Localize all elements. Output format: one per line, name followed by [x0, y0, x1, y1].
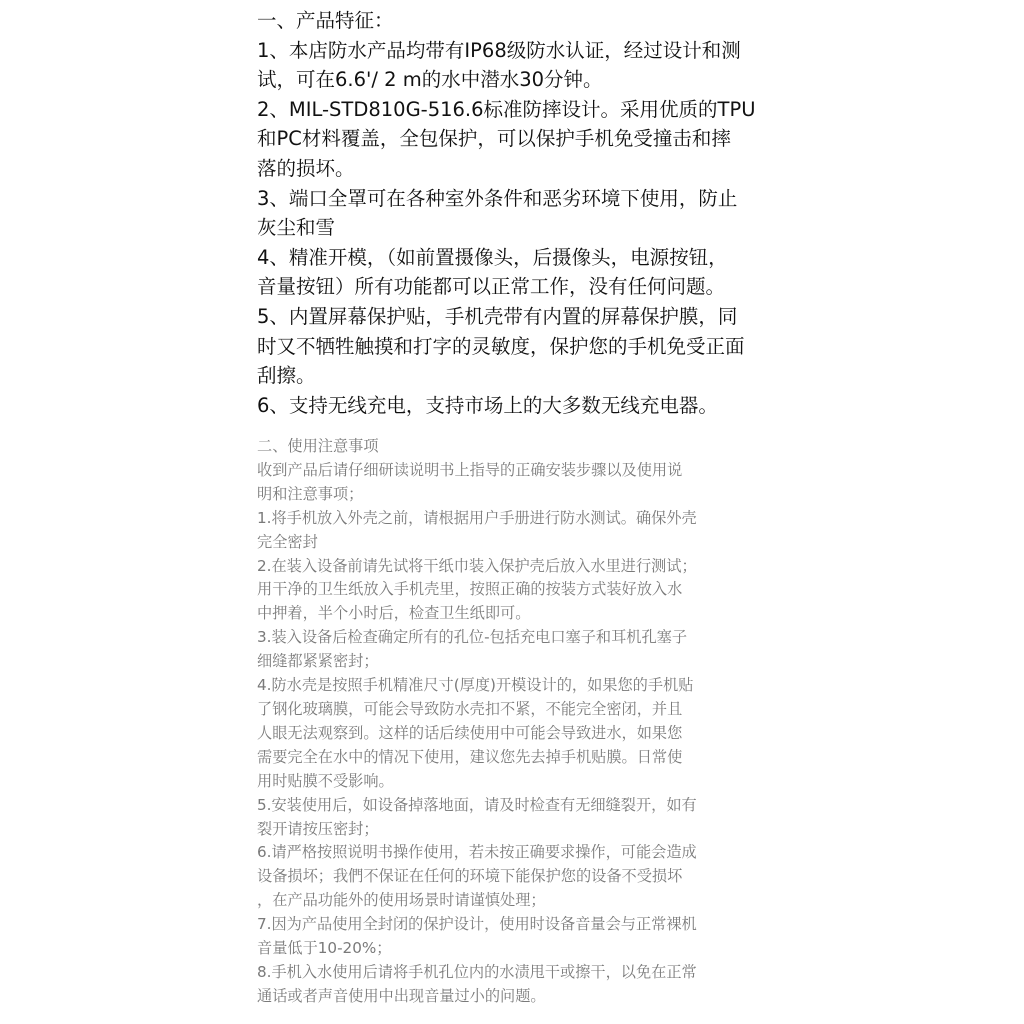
feature-line: 落的损坏。	[257, 156, 355, 180]
note-line: 完全密封	[257, 532, 318, 551]
note-line: 用干净的卫生纸放入手机壳里，按照正确的按装方式装好放入水	[257, 580, 683, 599]
note-line: 细缝都紧紧密封；	[257, 652, 379, 671]
note-line: 1.将手机放入外壳之前，请根据用户手册进行防水测试。确保外壳	[257, 508, 697, 527]
note-line: 用时贴膜不受影响。	[257, 771, 394, 790]
note-line: 4.防水壳是按照手机精准尺寸(厚度)开模设计的，如果您的手机贴	[257, 676, 694, 695]
feature-line: 和PC材料覆盖，全包保护，可以保护手机免受撞击和摔	[257, 127, 731, 151]
note-line: 8.手机入水使用后请将手机孔位内的水渍甩干或擦干，以免在正常	[257, 962, 697, 981]
features-heading: 一、产品特征：	[257, 9, 394, 32]
product-features-section	[257, 6, 782, 420]
feature-line: 5、内置屏幕保护贴，手机壳带有内置的屏幕保护膜，同	[257, 304, 738, 328]
usage-notes-section	[257, 435, 787, 1009]
feature-line: 2、MIL-STD810G-516.6标准防摔设计。采用优质的TPU	[257, 97, 756, 121]
note-line: 明和注意事项；	[257, 484, 364, 503]
note-line: 裂开请按压密封；	[257, 819, 379, 838]
feature-line: 3、端口全罩可在各种室外条件和恶劣环境下使用，防止	[257, 186, 738, 210]
note-line: 2.在装入设备前请先试将干纸巾装入保护壳后放入水里进行测试；	[257, 556, 697, 575]
feature-line: 灰尘和雪	[257, 216, 336, 240]
feature-line: 时又不牺牲触摸和打字的灵敏度，保护您的手机免受正面	[257, 334, 745, 358]
note-line: 了钢化玻璃膜，可能会导致防水壳扣不紧，不能完全密闭，并且	[257, 699, 683, 718]
feature-line: 4、精准开模，（如前置摄像头，后摄像头，电源按钮，	[257, 245, 728, 269]
feature-line: 试，可在6.6'/ 2 m的水中潜水30分钟。	[257, 68, 603, 92]
note-line: 3.装入设备后检查确定所有的孔位-包括充电口塞子和耳机孔塞子	[257, 628, 688, 647]
notes-heading: 二、使用注意事项	[257, 437, 379, 455]
feature-line: 音量按钮）所有功能都可以正常工作，没有任何问题。	[257, 275, 726, 299]
note-line: 6.请严格按照说明书操作使用，若未按正确要求操作，可能会造成	[257, 843, 697, 862]
note-line: 5.安装使用后，如设备掉落地面，请及时检查有无细缝裂开，如有	[257, 795, 697, 814]
feature-line: 6、支持无线充电，支持市场上的大多数无线充电器。	[257, 393, 718, 417]
feature-line: 刮擦。	[257, 364, 316, 388]
note-line: 中押着，半个小时后，检查卫生纸即可。	[257, 604, 531, 623]
note-line: 设备损坏；我們不保证在任何的环境下能保护您的设备不受损坏	[257, 867, 683, 886]
note-line: 7.因为产品使用全封闭的保护设计，使用时设备音量会与正常裸机	[257, 915, 697, 934]
note-line: 通话或者声音使用中出现音量过小的问题。	[257, 986, 546, 1005]
note-line: 音量低于10-20%；	[257, 939, 392, 958]
feature-line: 1、本店防水产品均带有IP68级防水认证，经过设计和测	[257, 38, 741, 62]
note-line: 需要完全在水中的情况下使用，建议您先去掉手机贴膜。日常使	[257, 747, 683, 766]
note-line: 收到产品后请仔细研读说明书上指导的正确安装步骤以及使用说	[257, 460, 683, 479]
note-line: 人眼无法观察到。这样的话后续使用中可能会导致进水，如果您	[257, 723, 683, 742]
note-line: ，在产品功能外的使用场景时请谨慎处理；	[257, 891, 546, 910]
